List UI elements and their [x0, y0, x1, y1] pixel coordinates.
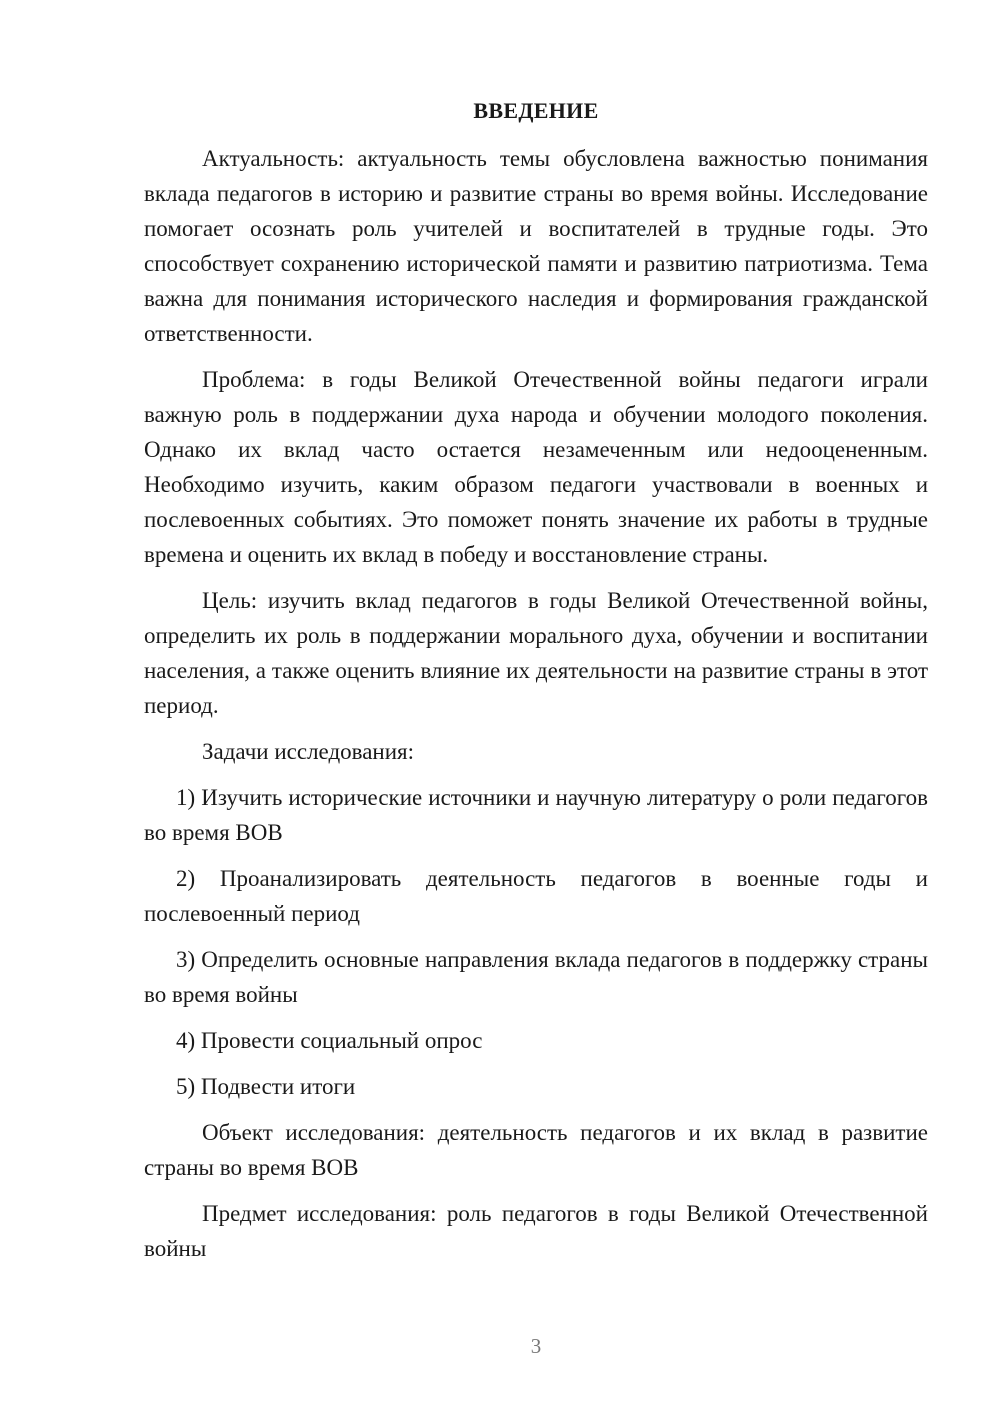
- paragraph-object: Объект исследования: деятельность педагогов и их вклад в развитие страны во время ВОВ: [144, 1120, 928, 1180]
- task-item-5: 5) Подвести итоги: [176, 1074, 356, 1099]
- paragraph-problem: Проблема: в годы Великой Отечественной войны педагоги играли важную роль в поддержании духа народа и обучении молодого поколения. Однако их вклад часто остается незамеченным или недооцененным. Необходимо изучить, каким образом педагоги участвовали в военных и послевоенных событиях. Это поможет понять значение их работы в трудные времена и оценить их вклад в победу и восстановление страны.: [144, 367, 928, 567]
- document-body: [144, 95, 928, 1266]
- paragraph-subject: Предмет исследования: роль педагогов в годы Великой Отечественной войны: [144, 1201, 928, 1261]
- task-item-4: 4) Провести социальный опрос: [176, 1028, 483, 1053]
- task-item-1: 1) Изучить исторические источники и научную литературу о роли педагогов во время ВОВ: [144, 785, 928, 845]
- task-item-3: 3) Определить основные направления вклада педагогов в поддержку страны во время войны: [144, 947, 928, 1007]
- paragraph-goal: Цель: изучить вклад педагогов в годы Великой Отечественной войны, определить их роль в поддержании морального духа, обучении и воспитании населения, а также оценить влияние их деятельности на развитие страны в этот период.: [144, 588, 928, 718]
- tasks-heading: Задачи исследования:: [202, 739, 415, 764]
- section-heading: ВВЕДЕНИЕ: [473, 98, 599, 123]
- page-number: 3: [530, 1334, 542, 1358]
- task-item-2: 2) Проанализировать деятельность педагогов в военные годы и послевоенный период: [144, 866, 928, 926]
- paragraph-relevance: Актуальность: актуальность темы обусловлена важностью понимания вклада педагогов в историю и развитие страны во время войны. Исследование помогает осознать роль учителей и воспитателей в трудные годы. Это способствует сохранению исторической памяти и развитию патриотизма. Тема важна для понимания исторического наследия и формирования гражданской ответственности.: [144, 146, 928, 346]
